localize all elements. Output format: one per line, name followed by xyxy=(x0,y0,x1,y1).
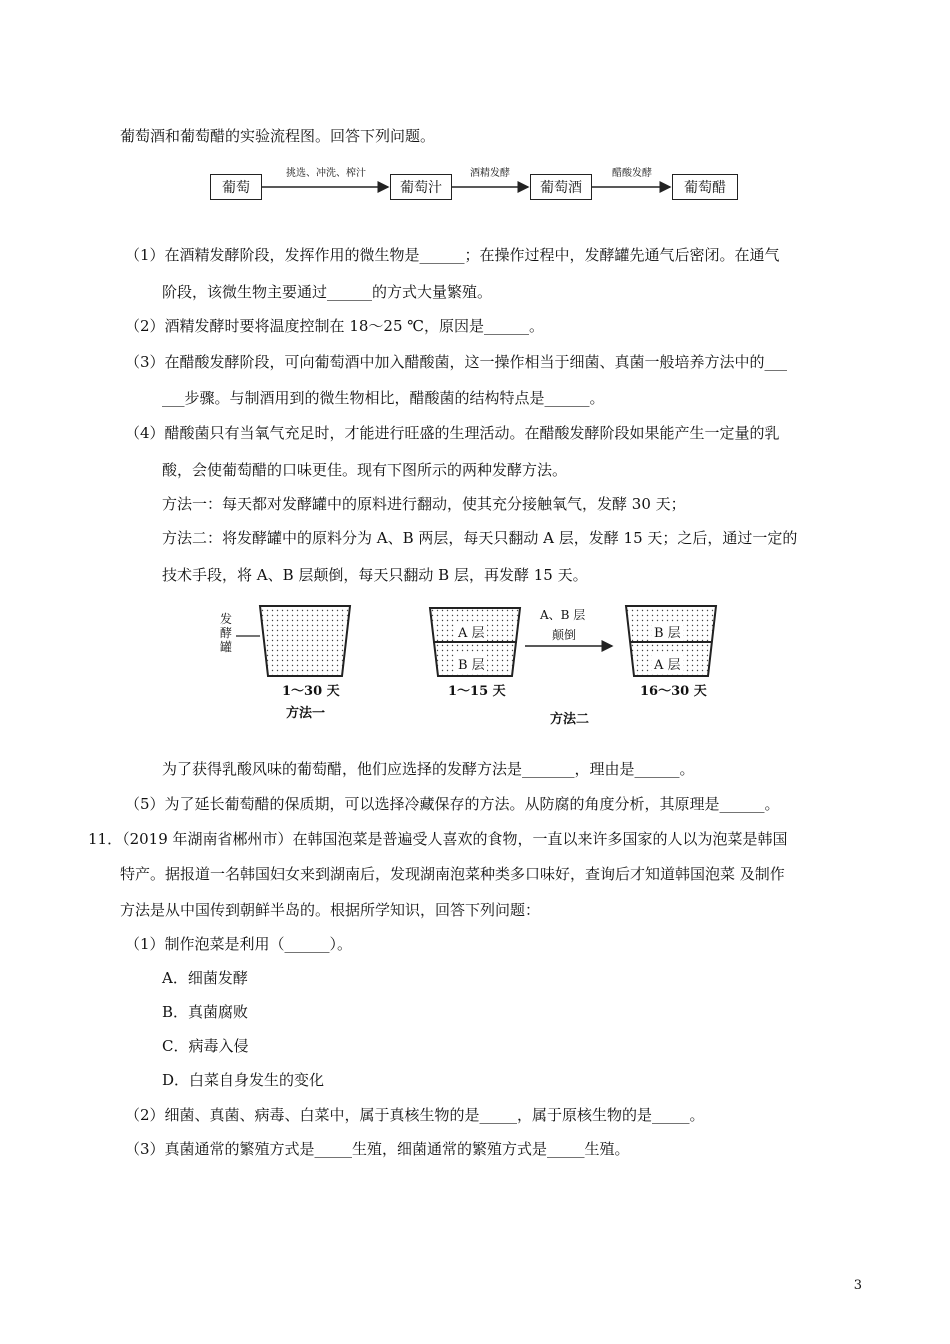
swap-label-1: A、B 层 xyxy=(540,608,586,622)
option-a: A．细菌发酵 xyxy=(162,969,248,987)
q1-line-2: 阶段，该微生物主要通过______的方式大量繁殖。 xyxy=(162,283,493,301)
flow-chart xyxy=(210,164,740,206)
swap-label-2: 颠倒 xyxy=(552,628,577,642)
fermentation-figure xyxy=(220,598,730,728)
q11-sub-1: （1）制作泡菜是利用（______）。 xyxy=(125,935,353,953)
q11-sub-3: （3）真菌通常的繁殖方式是_____生殖，细菌通常的繁殖方式是_____生殖。 xyxy=(125,1140,630,1158)
layer-a-label-before: A 层 xyxy=(456,622,487,641)
days-label-3: 16～30 天 xyxy=(640,684,707,699)
q11-line-1: 11．（2019 年湖南省郴州市）在韩国泡菜是普遍受人喜欢的食物，一直以来许多国家的人以为泡菜是韩国 xyxy=(88,830,788,848)
layer-a-label-after: A 层 xyxy=(652,654,683,673)
option-b: B．真菌腐败 xyxy=(162,1003,249,1021)
flow-arrow-label-2: 酒精发酵 xyxy=(470,168,510,179)
q5-line: （5）为了延长葡萄醋的保质期，可以选择冷藏保存的方法。从防腐的角度分析，其原理是______。 xyxy=(125,795,780,813)
layer-b-label-before: B 层 xyxy=(456,654,487,673)
page-number: 3 xyxy=(853,1278,862,1293)
option-d: D．白菜自身发生的变化 xyxy=(162,1071,325,1089)
q11-line-2: 特产。据报道一名韩国妇女来到湖南后，发现湖南泡菜种类多口味好，查询后才知道韩国泡菜 及制作 xyxy=(120,865,785,883)
days-label-2: 1～15 天 xyxy=(448,684,506,699)
q3-line-1: （3）在醋酸发酵阶段，可向葡萄酒中加入醋酸菌，这一操作相当于细菌、真菌一般培养方法中的___ xyxy=(125,353,788,371)
q4-line-2: 酸，会使葡萄醋的口味更佳。现有下图所示的两种发酵方法。 xyxy=(162,461,568,479)
q4-question: 为了获得乳酸风味的葡萄醋，他们应选择的发酵方法是_______，理由是______。 xyxy=(162,760,695,778)
q1-line-1: （1）在酒精发酵阶段，发挥作用的微生物是______；在操作过程中，发酵罐先通气后密闭。在通气 xyxy=(125,246,780,264)
flow-arrow-label-3: 醋酸发酵 xyxy=(612,168,652,179)
flow-box-vinegar: 葡萄醋 xyxy=(672,174,738,200)
q4-method-2: 方法二：将发酵罐中的原料分为 A、B 两层，每天只翻动 A 层，发酵 15 天；之后，通过一定的 xyxy=(162,529,798,547)
flow-box-juice: 葡萄汁 xyxy=(390,174,452,200)
layer-b-label-after: B 层 xyxy=(652,622,683,641)
flow-box-grape: 葡萄 xyxy=(210,174,262,200)
q4-method-1: 方法一：每天都对发酵罐中的原料进行翻动，使其充分接触氧气，发酵 30 天； xyxy=(162,495,686,513)
tank-method-1 xyxy=(260,606,350,676)
option-c: C．病毒入侵 xyxy=(162,1037,249,1055)
q11-sub-2: （2）细菌、真菌、病毒、白菜中，属于真核生物的是_____，属于原核生物的是_____。 xyxy=(125,1106,705,1124)
q4-method-2-cont: 技术手段，将 A、B 层颠倒，每天只翻动 B 层，再发酵 15 天。 xyxy=(162,566,588,584)
tank-label: 发酵罐 xyxy=(220,612,233,654)
caption-method-2: 方法二 xyxy=(550,712,590,727)
intro-text: 葡萄酒和葡萄醋的实验流程图。回答下列问题。 xyxy=(120,127,436,145)
q4-line-1: （4）醋酸菌只有当氧气充足时，才能进行旺盛的生理活动。在醋酸发酵阶段如果能产生一定量的乳 xyxy=(125,424,780,442)
q2-line: （2）酒精发酵时要将温度控制在 18～25 ℃，原因是______。 xyxy=(125,317,545,335)
flow-box-wine: 葡萄酒 xyxy=(530,174,592,200)
caption-method-1: 方法一 xyxy=(286,706,326,721)
days-label-1: 1～30 天 xyxy=(282,684,340,699)
flow-arrow-label-1: 挑选、冲洗、榨汁 xyxy=(286,168,366,179)
q11-line-3: 方法是从中国传到朝鲜半岛的。根据所学知识，回答下列问题： xyxy=(120,901,541,919)
q3-line-2: ___步骤。与制酒用到的微生物相比，醋酸菌的结构特点是______。 xyxy=(162,389,605,407)
